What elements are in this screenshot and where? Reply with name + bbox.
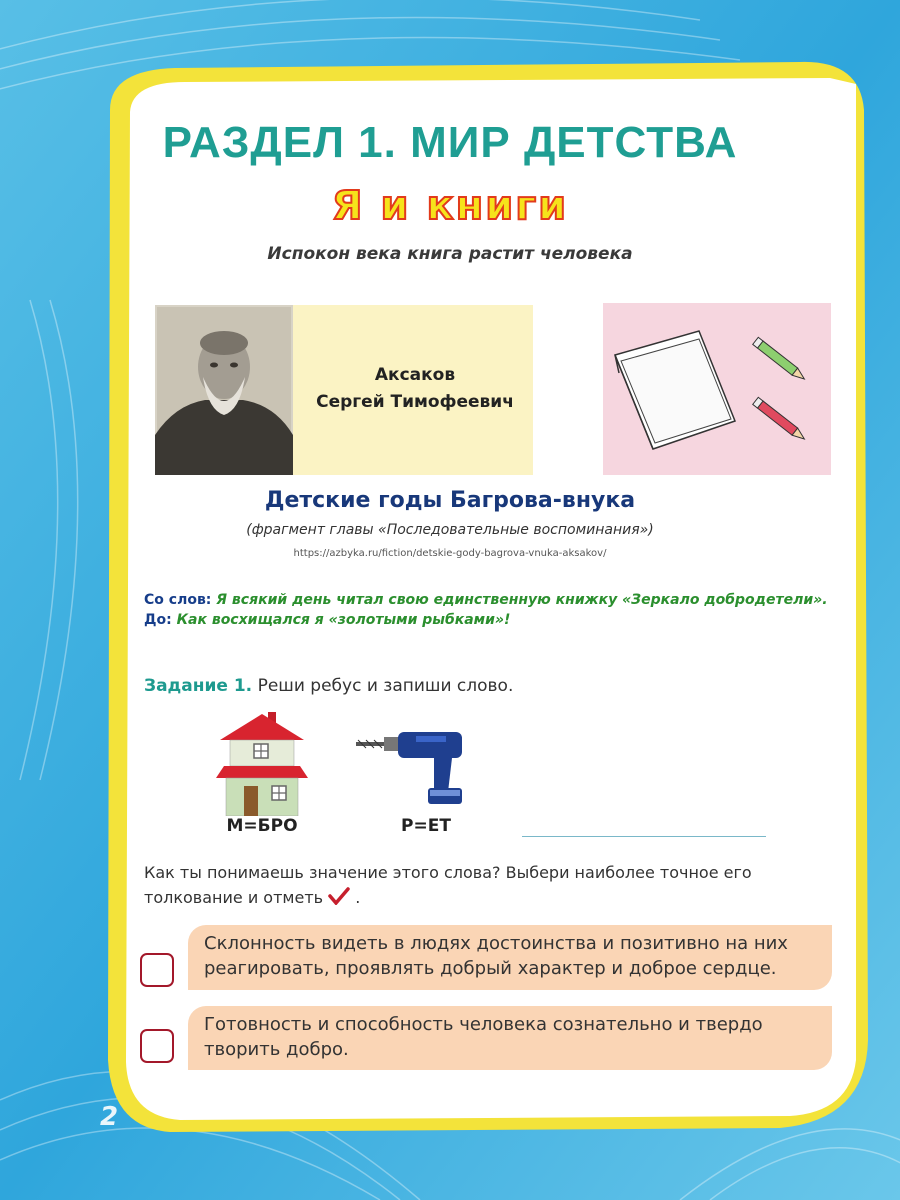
from-label: Со слов: (144, 592, 212, 608)
author-name (300, 362, 530, 416)
topic-title: Я и книги (331, 183, 569, 229)
to-text: Как восхищался я «золотыми рыбками»! (176, 612, 511, 628)
drill-icon (356, 726, 486, 810)
author-portrait (155, 305, 293, 475)
excerpt-to (144, 610, 834, 630)
work-title: Детские годы Багрова-внука (264, 488, 636, 513)
source-url[interactable]: https://azbyka.ru/fiction/detskie-gody-bagrova-vnuka-aksakov/ (293, 548, 607, 559)
option-2[interactable]: Готовность и способность человека сознательно и твердо творить добро. (188, 1006, 832, 1070)
author-given-names: Сергей Тимофеевич (316, 392, 514, 412)
notebook-pencils-illustration (603, 303, 831, 475)
question-text (144, 860, 834, 910)
excerpt-bounds (144, 590, 834, 630)
checkmark-icon (328, 887, 350, 905)
task-heading (144, 676, 513, 696)
option-1[interactable]: Склонность видеть в людях достоинства и позитивно на них реагировать, проявлять добрый характер и доброе сердце. (188, 925, 832, 990)
notebook-icon (615, 331, 735, 449)
author-surname: Аксаков (374, 365, 456, 385)
green-pencil-icon (753, 337, 807, 382)
option-2-checkbox[interactable] (140, 1029, 174, 1063)
rebus-caption-1: М=БРО (226, 816, 298, 836)
to-label: До: (144, 612, 172, 628)
section-title: РАЗДЕЛ 1. МИР ДЕТСТВА (162, 118, 738, 167)
excerpt-from (144, 590, 834, 610)
option-1-checkbox[interactable] (140, 953, 174, 987)
answer-line[interactable] (522, 836, 766, 837)
question-line-1: Как ты понимаешь значение этого слова? Выбери наиболее точное его (144, 863, 752, 882)
rebus-caption-2: Р=ЕТ (401, 816, 451, 836)
question-line-2-text: толкование и отметь (144, 888, 324, 907)
red-pencil-icon (753, 397, 807, 442)
task-label: Задание 1. (144, 676, 253, 696)
fragment-note: (фрагмент главы «Последовательные воспоминания») (246, 522, 654, 538)
question-line-2-end: . (355, 888, 361, 907)
task-text: Реши ребус и запиши слово. (257, 676, 514, 696)
epigraph: Испокон века книга растит человека (267, 244, 633, 264)
from-text: Я всякий день читал свою единственную книжку «Зеркало добродетели». (216, 592, 828, 608)
page-number: 2 (100, 1102, 119, 1132)
house-icon (216, 712, 308, 816)
question-line-2 (144, 885, 834, 910)
